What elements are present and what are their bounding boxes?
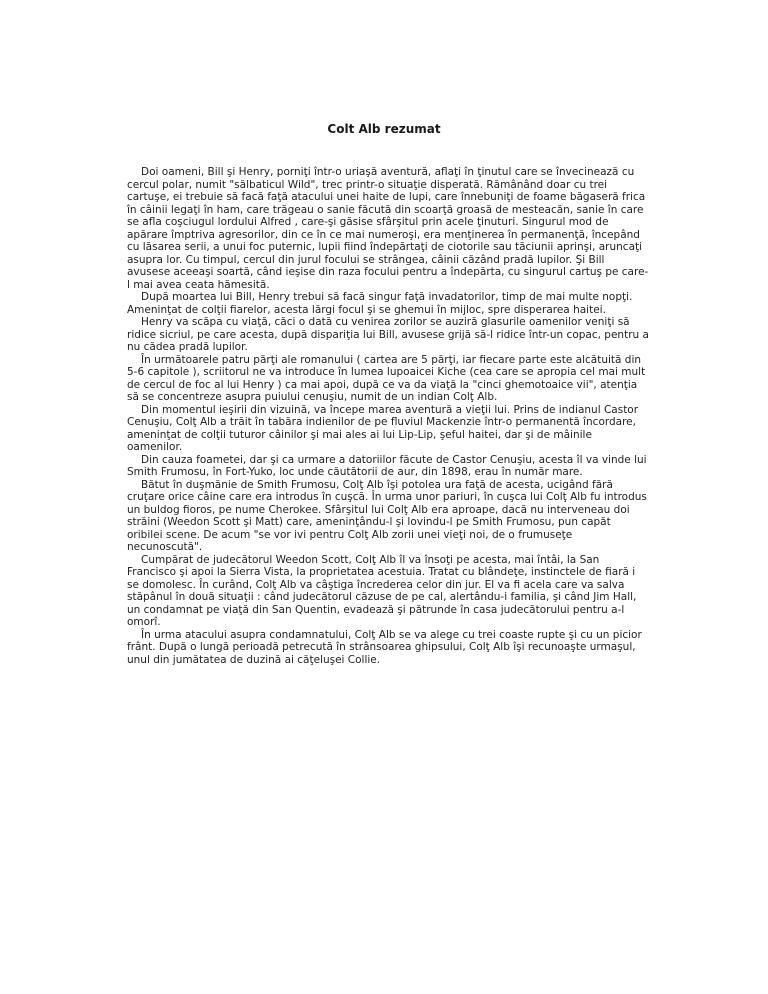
- paragraph: Din cauza foametei, dar şi ca urmare a datoriilor făcute de Castor Cenuşiu, acesta îl va vinde lui Smith Frumosu, în Fort-Yuko, loc unde căutătorii de aur, din 1898, erau în număr mare.: [127, 453, 647, 478]
- paragraph: Din momentul ieşirii din vizuină, va începe marea aventură a vieţii lui. Prins de indianul Castor Cenuşiu, Colţ Alb a trăit în tabăra indienilor de pe fluviul Mackenzie într-o permanentă încordare, ameninţat de colţii tuturor câinilor şi mai ales ai lui Lip-Lip, şeful haitei, dar şi de mâinile oamenilor.: [127, 403, 639, 453]
- document-body: [127, 166, 649, 666]
- paragraph: Henry va scăpa cu viaţă, căci o dată cu venirea zorilor se auziră glasurile oamenilor veniţi să ridice sicriul, pe care acesta, după dispariţia lui Bill, avusese grijă să-l ridice într-un copac, pentru a nu cădea pradă lupilor.: [127, 316, 649, 353]
- document-title: Colt Alb rezumat: [327, 122, 441, 136]
- paragraph: Doi oameni, Bill şi Henry, porniţi într-o uriaşă aventură, aflaţi în ţinutul care se învecinează cu cercul polar, numit "sălbaticul Wild", trec printr-o situaţie disperată. Rămânând doar cu trei cartuşe, ei trebuie să facă faţă atacului unei haite de lupi, care înnebuniţi de foame băgaseră frica în câinii legaţi în ham, care trăgeau o sanie făcută din scoarţă groasă de mesteacăn, sanie în care se afla coşciugul lordului Alfred , care-şi găsise sfârşitul prin acele ţinuturi. Singurul mod de apărare împtriva agresorilor, din ce în ce mai numeroşi, era menţinerea în permanenţă, începând cu lăsarea serii, a unui foc puternic, lupii fiind îndepărtaţi de ciotorile sau tăciunii aprinşi, aruncaţi asupra lor. Cu timpul, cercul din jurul focului se strângea, câinii căzând pradă lupilor. Şi Bill avusese aceeaşi soartă, când ieşise din raza focului pentru a îndepărta, cu singurul cartuş pe care-l mai avea ceata hămesită.: [127, 166, 649, 291]
- paragraph: În urma atacului asupra condamnatului, Colţ Alb se va alege cu trei coaste rupte şi cu un picior frânt. După o lungă perioadă petrecută în strânsoarea ghipsului, Colţ Alb îşi recunoaşte urmaşul, unul din jumătatea de duzină ai căţeluşei Collie.: [127, 628, 642, 666]
- paragraph: Bătut în duşmănie de Smith Frumosu, Colţ Alb îşi potolea ura faţă de acesta, ucigând fără cruţare orice câine care era introdus în cuşcă. În urma unor pariuri, în cuşca lui Colţ Alb fu introdus un buldog fioros, pe nume Cherokee. Sfârşitul lui Colţ Alb era aproape, dacă nu interveneau doi străini (Weedon Scott şi Matt) care, ameninţându-l şi lovindu-l pe Smith Frumosu, pun capăt oribilei scene. De acum "se vor ivi pentru Colţ Alb zorii unei vieţi noi, de o frumuseţe necunoscută".: [127, 478, 647, 553]
- paragraph: După moartea lui Bill, Henry trebui să facă singur faţă invadatorilor, timp de mai multe nopţi. Ameninţat de colţii fiarelor, acesta lărgi focul şi se ghemui în mijloc, spre disperarea haitei.: [127, 291, 633, 316]
- paragraph: În următoarele patru părţi ale romanului ( cartea are 5 părţi, iar fiecare parte este alcătuită din 5-6 capitole ), scriitorul ne va introduce în lumea lupoaicei Kiche (cea care se apropia cel mai mult de cercul de foc al lui Henry ) ca mai apoi, după ce va da viaţă la "cinci ghemotoaice vii", atenţia să se concentreze asupra puiului cenuşiu, numit de un indian Colţ Alb.: [127, 353, 646, 403]
- paragraph: Cumpărat de judecătorul Weedon Scott, Colţ Alb îl va însoţi pe acesta, mai întâi, la San Francisco şi apoi la Sierra Vista, la proprietatea acestuia. Tratat cu blândeţe, instinctele de fiară i se domolesc. În curând, Colţ Alb va câştiga încrederea celor din jur. El va fi acela care va salva stăpânul în două situaţii : când judecătorul căzuse de pe cal, alertându-i familia, şi când Jim Hall, un condamnat pe viaţă din San Quentin, evadează şi pătrunde în casa judecătorului pentru a-l omorî.: [127, 553, 637, 628]
